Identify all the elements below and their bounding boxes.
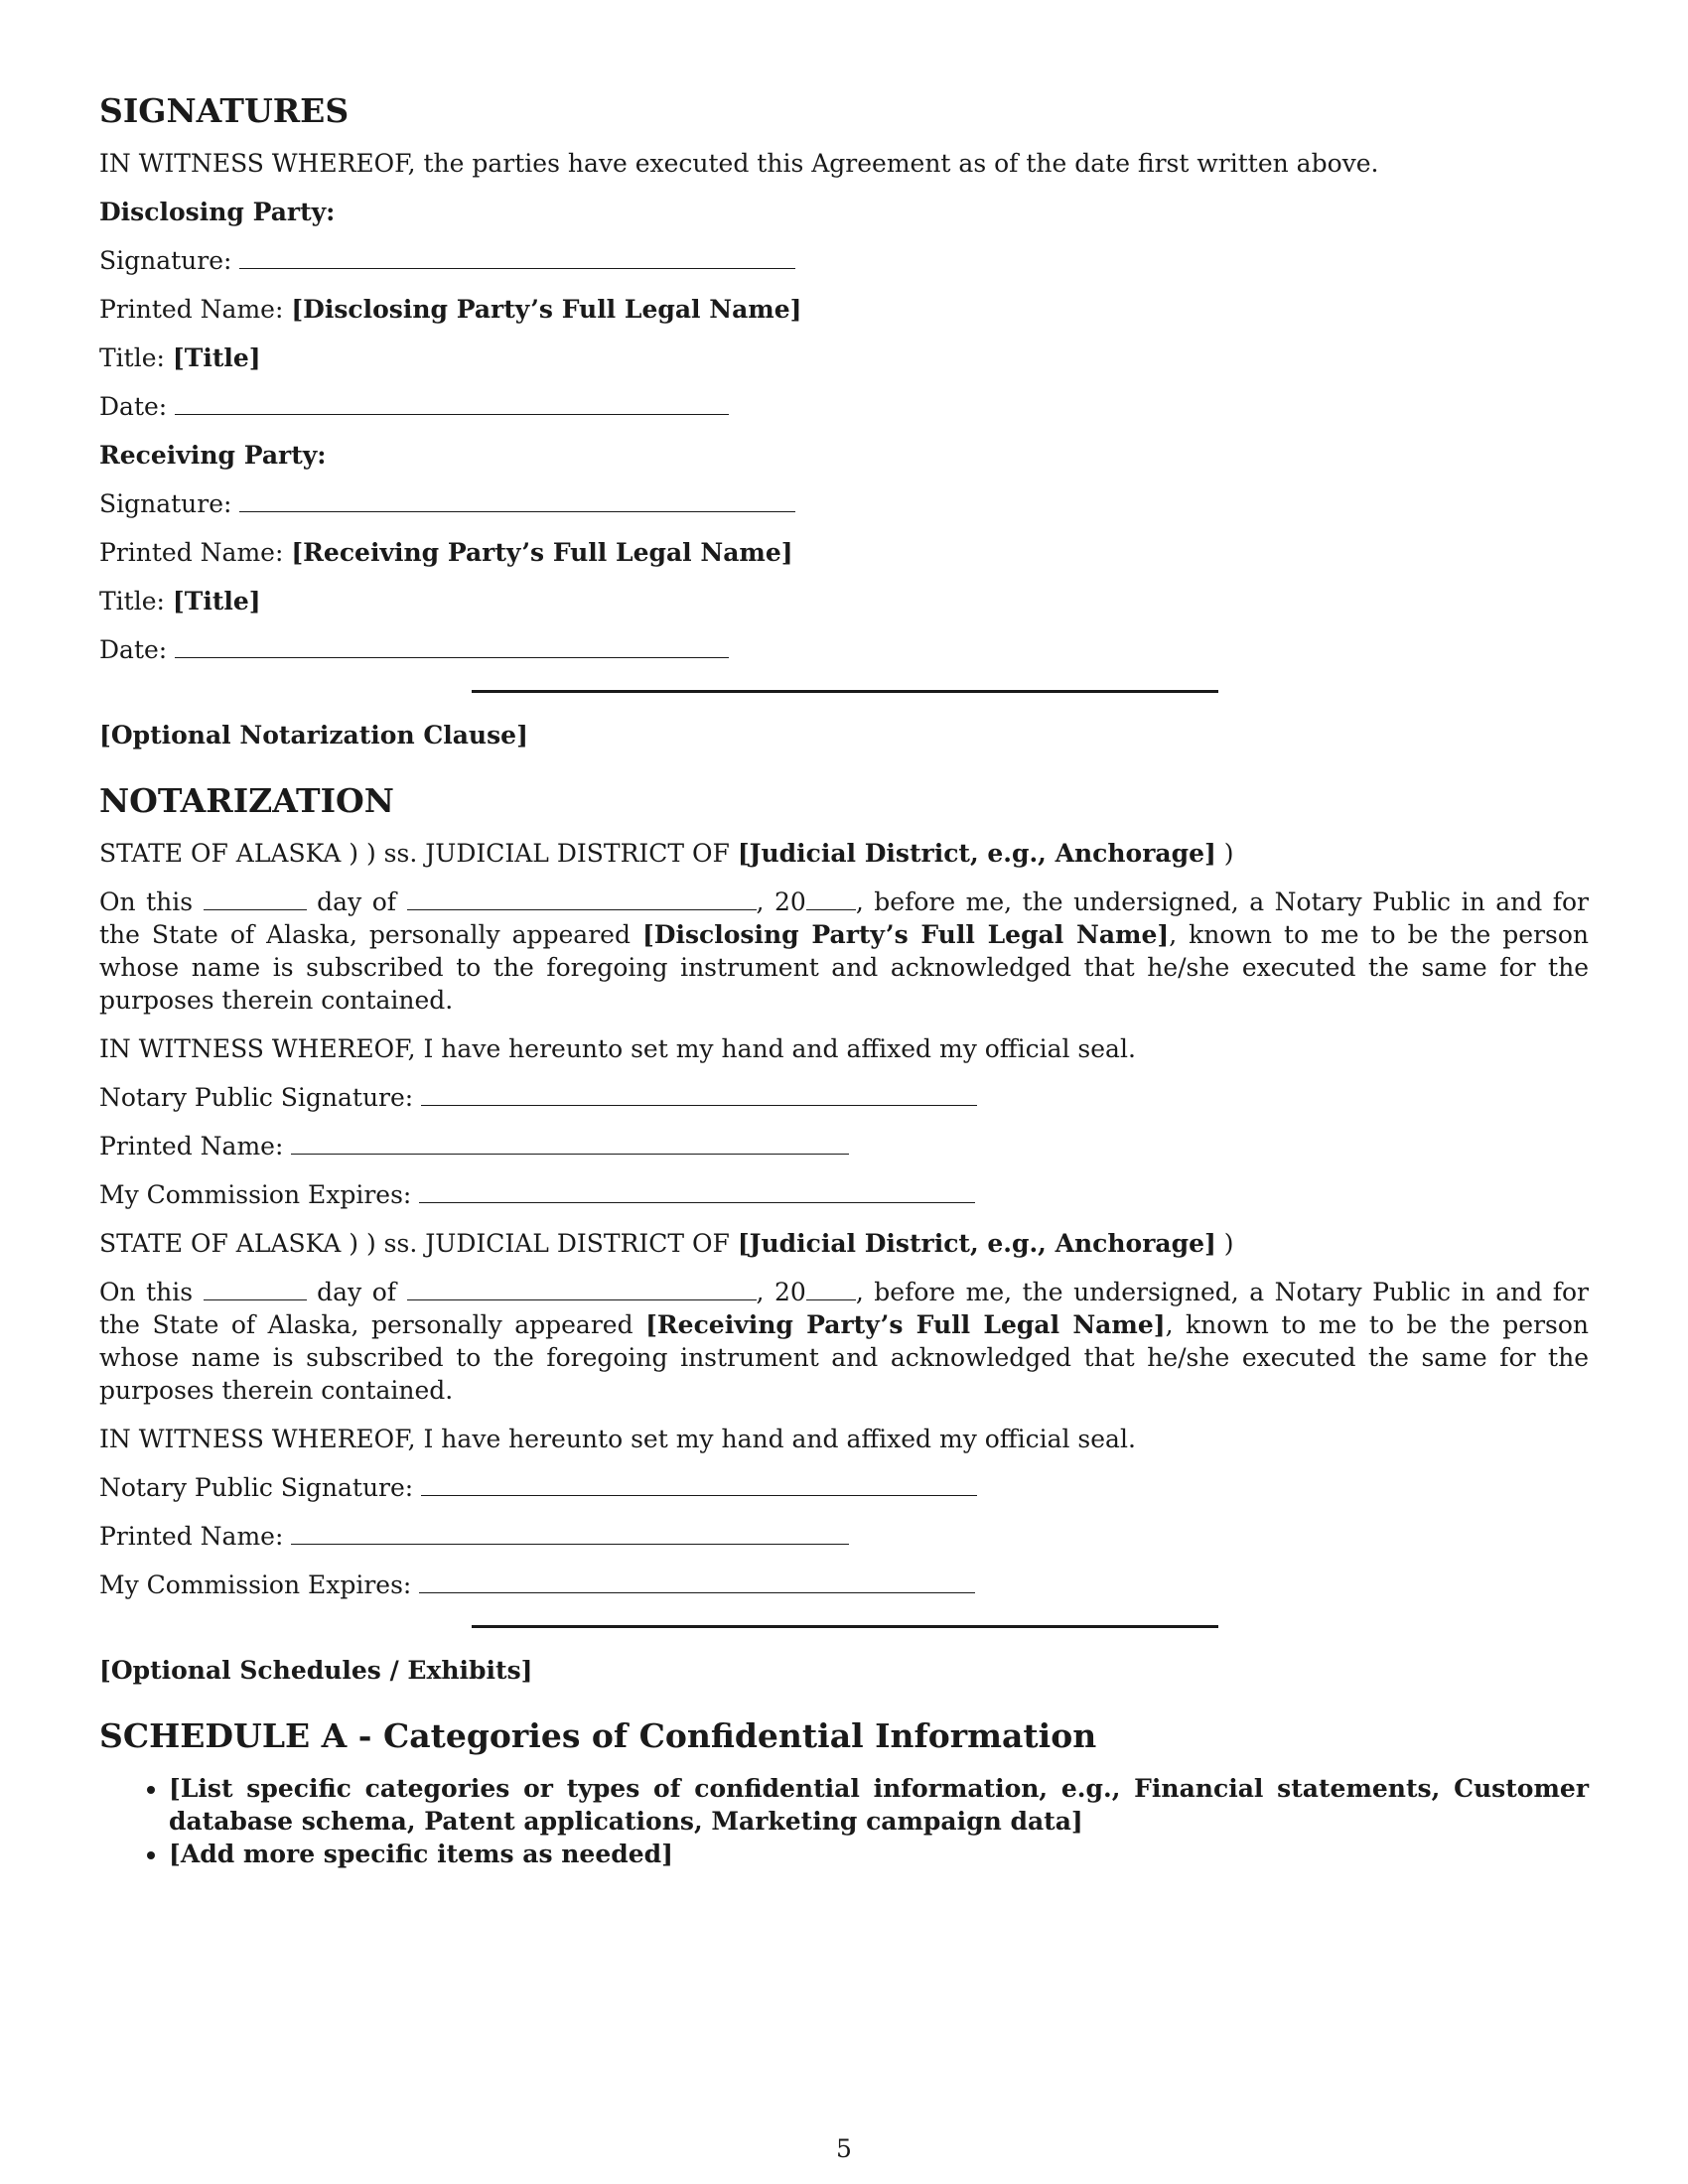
list-item: • [Add more specific items as needed] [169,1838,1589,1870]
day-blank[interactable] [204,889,307,910]
notary-commission-label: My Commission Expires: [99,1180,412,1209]
receiving-date-row [99,633,1589,666]
section-divider [472,690,1218,693]
state-suffix: ) [1215,1229,1234,1258]
party-name: [Disclosing Party’s Full Legal Name] [641,920,1170,949]
state-prefix: STATE OF ALASKA ) ) ss. JUDICIAL DISTRICT OF [99,1229,738,1258]
day-blank[interactable] [204,1280,307,1300]
signatures-intro: IN WITNESS WHEREOF, the parties have executed this Agreement as of the date first written above. [99,149,1379,178]
disclosing-printed-name-value: [Disclosing Party’s Full Legal Name] [291,295,802,324]
year-blank[interactable] [806,1280,856,1300]
receiving-date-label: Date: [99,635,168,664]
schedules-label: [Optional Schedules / Exhibits] [99,1656,533,1685]
judicial-district: [Judicial District, e.g., Anchorage] [737,839,1216,868]
notary-acknowledgment-paragraph [99,886,1589,1017]
notary-printed-name-label: Printed Name: [99,1132,284,1160]
disclosing-signature-row [99,244,1589,277]
notary-printed-name-line[interactable] [291,1524,849,1545]
disclosing-date-line[interactable] [175,394,729,415]
receiving-printed-name-row [99,536,1589,569]
notary-commission-line[interactable] [419,1182,975,1203]
before-me-text: , before me, the undersigned, a Notary Public in and for the State of Alaska, personally appeared [99,887,1589,949]
day-of-text: day of [317,1278,397,1306]
notary-signature-label: Notary Public Signature: [99,1083,414,1112]
notary-witness-text: IN WITNESS WHEREOF, I have hereunto set my hand and affixed my official seal. [99,1425,1136,1453]
disclosing-party-heading: Disclosing Party: [99,198,336,226]
known-text: , known to me to be the person whose name is subscribed to the foregoing instrument and acknowledged that he/she executed the same for the purposes therein contained. [99,920,1589,1015]
notary-witness-text: IN WITNESS WHEREOF, I have hereunto set my hand and affixed my official seal. [99,1034,1136,1063]
notary-state-line [99,1227,1589,1260]
receiving-title-value: [Title] [172,587,261,615]
notarization-heading: NOTARIZATION [99,781,394,820]
receiving-signature-label: Signature: [99,489,232,518]
disclosing-date-row [99,390,1589,423]
receiving-printed-name-label: Printed Name: [99,538,284,567]
year-prefix: , 20 [756,1278,806,1306]
known-text: , known to me to be the person whose name is subscribed to the foregoing instrument and acknowledged that he/she executed the same for the purposes therein contained. [99,1310,1590,1405]
schedule-a-heading: SCHEDULE A - Categories of Confidential Information [99,1716,1097,1755]
receiving-signature-line[interactable] [239,491,795,512]
receiving-printed-name-value: [Receiving Party’s Full Legal Name] [291,538,793,567]
year-prefix: , 20 [756,887,806,916]
receiving-party-heading: Receiving Party: [99,441,327,470]
schedule-a-list [99,1772,1589,1870]
disclosing-signature-label: Signature: [99,246,232,275]
disclosing-signature-line[interactable] [239,248,795,269]
notary-commission-row [99,1178,1589,1211]
notary-printed-name-row [99,1130,1589,1162]
notary-printed-name-row [99,1520,1589,1553]
notary-printed-name-label: Printed Name: [99,1522,284,1551]
notary-commission-row [99,1569,1589,1601]
notarization-clause-label: [Optional Notarization Clause] [99,721,528,750]
notary-printed-name-line[interactable] [291,1134,849,1155]
disclosing-printed-name-row [99,293,1589,326]
disclosing-date-label: Date: [99,392,168,421]
receiving-title-row [99,585,1589,617]
judicial-district: [Judicial District, e.g., Anchorage] [737,1229,1216,1258]
section-divider [472,1625,1218,1628]
party-name: [Receiving Party’s Full Legal Name] [645,1310,1166,1339]
notary-signature-row [99,1471,1589,1504]
on-this-text: On this [99,1278,194,1306]
document-page [99,91,1589,1870]
disclosing-printed-name-label: Printed Name: [99,295,284,324]
receiving-date-line[interactable] [175,637,729,658]
state-prefix: STATE OF ALASKA ) ) ss. JUDICIAL DISTRICT OF [99,839,738,868]
page-number: 5 [836,2134,852,2163]
year-blank[interactable] [806,889,856,910]
month-blank[interactable] [407,889,757,910]
receiving-title-label: Title: [99,587,165,615]
notary-signature-line[interactable] [421,1085,977,1106]
notary-commission-label: My Commission Expires: [99,1570,412,1599]
list-item: • [List specific categories or types of confidential information, e.g., Financial statements, Customer database schema, Patent applications, Marketing campaign data] [169,1772,1589,1838]
disclosing-title-label: Title: [99,343,165,372]
receiving-signature-row [99,487,1589,520]
month-blank[interactable] [407,1280,757,1300]
notary-signature-line[interactable] [421,1475,977,1496]
state-suffix: ) [1215,839,1234,868]
before-me-text: , before me, the undersigned, a Notary Public in and for the State of Alaska, personally appeared [99,1278,1589,1339]
notary-acknowledgment-paragraph [99,1276,1589,1407]
notary-commission-line[interactable] [419,1572,975,1593]
disclosing-title-value: [Title] [172,343,261,372]
signatures-heading: SIGNATURES [99,91,350,130]
on-this-text: On this [99,887,194,916]
notary-signature-row [99,1081,1589,1114]
disclosing-title-row [99,341,1589,374]
day-of-text: day of [317,887,397,916]
notary-state-line [99,837,1589,870]
notary-signature-label: Notary Public Signature: [99,1473,414,1502]
